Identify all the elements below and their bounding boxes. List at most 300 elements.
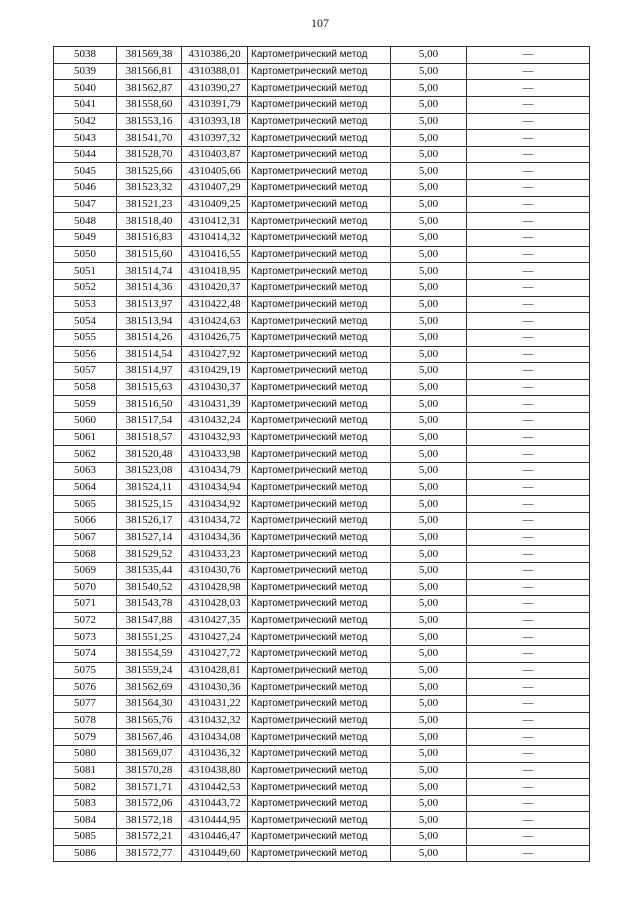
table-row <box>54 546 590 563</box>
y-coordinate-cell: 4310434,92 <box>182 496 248 513</box>
y-coordinate-cell: 4310432,32 <box>182 712 248 729</box>
y-coordinate-cell: 4310409,25 <box>182 196 248 213</box>
x-coordinate-cell: 381559,24 <box>117 662 182 679</box>
method-cell: Картометрический метод <box>248 230 391 247</box>
x-coordinate-cell: 381523,08 <box>117 463 182 480</box>
table-row <box>54 779 590 796</box>
method-cell: Картометрический метод <box>248 163 391 180</box>
y-coordinate-cell: 4310430,37 <box>182 379 248 396</box>
accuracy-cell: 5,00 <box>391 829 467 846</box>
description-cell: — <box>467 712 590 729</box>
description-cell: — <box>467 729 590 746</box>
y-coordinate-cell: 4310434,79 <box>182 463 248 480</box>
x-coordinate-cell: 381527,14 <box>117 529 182 546</box>
table-row <box>54 363 590 380</box>
x-coordinate-cell: 381514,97 <box>117 363 182 380</box>
accuracy-cell: 5,00 <box>391 379 467 396</box>
point-number-cell: 5066 <box>54 512 117 529</box>
table-row <box>54 213 590 230</box>
y-coordinate-cell: 4310443,72 <box>182 795 248 812</box>
table-row <box>54 279 590 296</box>
table-row <box>54 729 590 746</box>
method-cell: Картометрический метод <box>248 479 391 496</box>
accuracy-cell: 5,00 <box>391 63 467 80</box>
y-coordinate-cell: 4310434,08 <box>182 729 248 746</box>
description-cell: — <box>467 213 590 230</box>
table-row <box>54 762 590 779</box>
x-coordinate-cell: 381558,60 <box>117 96 182 113</box>
table-row <box>54 512 590 529</box>
point-number-cell: 5079 <box>54 729 117 746</box>
method-cell: Картометрический метод <box>248 446 391 463</box>
description-cell: — <box>467 379 590 396</box>
coordinates-table-body <box>54 47 590 862</box>
y-coordinate-cell: 4310432,93 <box>182 429 248 446</box>
point-number-cell: 5086 <box>54 845 117 862</box>
description-cell: — <box>467 279 590 296</box>
x-coordinate-cell: 381547,88 <box>117 612 182 629</box>
method-cell: Картометрический метод <box>248 130 391 147</box>
y-coordinate-cell: 4310444,95 <box>182 812 248 829</box>
x-coordinate-cell: 381572,06 <box>117 795 182 812</box>
description-cell: — <box>467 596 590 613</box>
table-row <box>54 612 590 629</box>
point-number-cell: 5056 <box>54 346 117 363</box>
table-row <box>54 596 590 613</box>
method-cell: Картометрический метод <box>248 679 391 696</box>
x-coordinate-cell: 381571,71 <box>117 779 182 796</box>
table-row <box>54 795 590 812</box>
description-cell: — <box>467 463 590 480</box>
description-cell: — <box>467 679 590 696</box>
point-number-cell: 5046 <box>54 180 117 197</box>
x-coordinate-cell: 381517,54 <box>117 413 182 430</box>
point-number-cell: 5061 <box>54 429 117 446</box>
y-coordinate-cell: 4310412,31 <box>182 213 248 230</box>
point-number-cell: 5038 <box>54 47 117 64</box>
y-coordinate-cell: 4310418,95 <box>182 263 248 280</box>
table-row <box>54 429 590 446</box>
point-number-cell: 5070 <box>54 579 117 596</box>
description-cell: — <box>467 146 590 163</box>
y-coordinate-cell: 4310429,19 <box>182 363 248 380</box>
x-coordinate-cell: 381543,78 <box>117 596 182 613</box>
accuracy-cell: 5,00 <box>391 795 467 812</box>
accuracy-cell: 5,00 <box>391 413 467 430</box>
x-coordinate-cell: 381572,77 <box>117 845 182 862</box>
point-number-cell: 5057 <box>54 363 117 380</box>
y-coordinate-cell: 4310427,72 <box>182 646 248 663</box>
table-row <box>54 329 590 346</box>
description-cell: — <box>467 662 590 679</box>
point-number-cell: 5069 <box>54 562 117 579</box>
accuracy-cell: 5,00 <box>391 346 467 363</box>
point-number-cell: 5040 <box>54 80 117 97</box>
accuracy-cell: 5,00 <box>391 596 467 613</box>
table-row <box>54 529 590 546</box>
x-coordinate-cell: 381535,44 <box>117 562 182 579</box>
x-coordinate-cell: 381513,97 <box>117 296 182 313</box>
x-coordinate-cell: 381569,38 <box>117 47 182 64</box>
description-cell: — <box>467 512 590 529</box>
description-cell: — <box>467 313 590 330</box>
point-number-cell: 5078 <box>54 712 117 729</box>
accuracy-cell: 5,00 <box>391 579 467 596</box>
method-cell: Картометрический метод <box>248 812 391 829</box>
table-row <box>54 263 590 280</box>
description-cell: — <box>467 446 590 463</box>
description-cell: — <box>467 246 590 263</box>
x-coordinate-cell: 381572,18 <box>117 812 182 829</box>
method-cell: Картометрический метод <box>248 413 391 430</box>
description-cell: — <box>467 629 590 646</box>
method-cell: Картометрический метод <box>248 712 391 729</box>
x-coordinate-cell: 381562,87 <box>117 80 182 97</box>
method-cell: Картометрический метод <box>248 596 391 613</box>
accuracy-cell: 5,00 <box>391 646 467 663</box>
table-row <box>54 496 590 513</box>
description-cell: — <box>467 845 590 862</box>
table-row <box>54 745 590 762</box>
description-cell: — <box>467 63 590 80</box>
table-row <box>54 662 590 679</box>
point-number-cell: 5044 <box>54 146 117 163</box>
x-coordinate-cell: 381525,66 <box>117 163 182 180</box>
point-number-cell: 5073 <box>54 629 117 646</box>
point-number-cell: 5055 <box>54 329 117 346</box>
description-cell: — <box>467 429 590 446</box>
accuracy-cell: 5,00 <box>391 363 467 380</box>
description-cell: — <box>467 113 590 130</box>
table-row <box>54 446 590 463</box>
accuracy-cell: 5,00 <box>391 313 467 330</box>
accuracy-cell: 5,00 <box>391 180 467 197</box>
accuracy-cell: 5,00 <box>391 529 467 546</box>
y-coordinate-cell: 4310432,24 <box>182 413 248 430</box>
y-coordinate-cell: 4310420,37 <box>182 279 248 296</box>
y-coordinate-cell: 4310405,66 <box>182 163 248 180</box>
y-coordinate-cell: 4310434,36 <box>182 529 248 546</box>
y-coordinate-cell: 4310431,39 <box>182 396 248 413</box>
description-cell: — <box>467 779 590 796</box>
y-coordinate-cell: 4310438,80 <box>182 762 248 779</box>
method-cell: Картометрический метод <box>248 646 391 663</box>
table-row <box>54 80 590 97</box>
x-coordinate-cell: 381515,63 <box>117 379 182 396</box>
method-cell: Картометрический метод <box>248 379 391 396</box>
method-cell: Картометрический метод <box>248 396 391 413</box>
method-cell: Картометрический метод <box>248 579 391 596</box>
x-coordinate-cell: 381520,48 <box>117 446 182 463</box>
y-coordinate-cell: 4310407,29 <box>182 180 248 197</box>
y-coordinate-cell: 4310388,01 <box>182 63 248 80</box>
x-coordinate-cell: 381553,16 <box>117 113 182 130</box>
point-number-cell: 5051 <box>54 263 117 280</box>
y-coordinate-cell: 4310430,36 <box>182 679 248 696</box>
accuracy-cell: 5,00 <box>391 512 467 529</box>
point-number-cell: 5084 <box>54 812 117 829</box>
y-coordinate-cell: 4310434,94 <box>182 479 248 496</box>
accuracy-cell: 5,00 <box>391 146 467 163</box>
accuracy-cell: 5,00 <box>391 279 467 296</box>
point-number-cell: 5045 <box>54 163 117 180</box>
description-cell: — <box>467 346 590 363</box>
accuracy-cell: 5,00 <box>391 845 467 862</box>
accuracy-cell: 5,00 <box>391 712 467 729</box>
table-row <box>54 646 590 663</box>
y-coordinate-cell: 4310433,98 <box>182 446 248 463</box>
accuracy-cell: 5,00 <box>391 463 467 480</box>
point-number-cell: 5059 <box>54 396 117 413</box>
accuracy-cell: 5,00 <box>391 629 467 646</box>
point-number-cell: 5082 <box>54 779 117 796</box>
method-cell: Картометрический метод <box>248 263 391 280</box>
table-row <box>54 396 590 413</box>
table-row <box>54 579 590 596</box>
accuracy-cell: 5,00 <box>391 562 467 579</box>
description-cell: — <box>467 163 590 180</box>
accuracy-cell: 5,00 <box>391 130 467 147</box>
y-coordinate-cell: 4310424,63 <box>182 313 248 330</box>
point-number-cell: 5083 <box>54 795 117 812</box>
x-coordinate-cell: 381523,32 <box>117 180 182 197</box>
x-coordinate-cell: 381516,83 <box>117 230 182 247</box>
accuracy-cell: 5,00 <box>391 96 467 113</box>
x-coordinate-cell: 381554,59 <box>117 646 182 663</box>
coordinates-table <box>53 46 590 862</box>
method-cell: Картометрический метод <box>248 512 391 529</box>
table-row <box>54 812 590 829</box>
description-cell: — <box>467 196 590 213</box>
table-row <box>54 413 590 430</box>
method-cell: Картометрический метод <box>248 296 391 313</box>
x-coordinate-cell: 381566,81 <box>117 63 182 80</box>
accuracy-cell: 5,00 <box>391 546 467 563</box>
accuracy-cell: 5,00 <box>391 812 467 829</box>
method-cell: Картометрический метод <box>248 146 391 163</box>
point-number-cell: 5049 <box>54 230 117 247</box>
y-coordinate-cell: 4310426,75 <box>182 329 248 346</box>
point-number-cell: 5075 <box>54 662 117 679</box>
y-coordinate-cell: 4310427,35 <box>182 612 248 629</box>
page-number: 107 <box>311 16 329 30</box>
accuracy-cell: 5,00 <box>391 213 467 230</box>
method-cell: Картометрический метод <box>248 629 391 646</box>
accuracy-cell: 5,00 <box>391 695 467 712</box>
method-cell: Картометрический метод <box>248 779 391 796</box>
method-cell: Картометрический метод <box>248 196 391 213</box>
point-number-cell: 5072 <box>54 612 117 629</box>
accuracy-cell: 5,00 <box>391 662 467 679</box>
method-cell: Картометрический метод <box>248 845 391 862</box>
point-number-cell: 5043 <box>54 130 117 147</box>
point-number-cell: 5054 <box>54 313 117 330</box>
description-cell: — <box>467 745 590 762</box>
y-coordinate-cell: 4310449,60 <box>182 845 248 862</box>
y-coordinate-cell: 4310416,55 <box>182 246 248 263</box>
y-coordinate-cell: 4310414,32 <box>182 230 248 247</box>
x-coordinate-cell: 381518,40 <box>117 213 182 230</box>
x-coordinate-cell: 381518,57 <box>117 429 182 446</box>
description-cell: — <box>467 612 590 629</box>
table-row <box>54 379 590 396</box>
accuracy-cell: 5,00 <box>391 80 467 97</box>
method-cell: Картометрический метод <box>248 829 391 846</box>
table-row <box>54 313 590 330</box>
table-row <box>54 180 590 197</box>
point-number-cell: 5052 <box>54 279 117 296</box>
y-coordinate-cell: 4310434,72 <box>182 512 248 529</box>
accuracy-cell: 5,00 <box>391 479 467 496</box>
table-row <box>54 63 590 80</box>
method-cell: Картометрический метод <box>248 795 391 812</box>
method-cell: Картометрический метод <box>248 279 391 296</box>
accuracy-cell: 5,00 <box>391 762 467 779</box>
point-number-cell: 5058 <box>54 379 117 396</box>
x-coordinate-cell: 381514,36 <box>117 279 182 296</box>
y-coordinate-cell: 4310442,53 <box>182 779 248 796</box>
x-coordinate-cell: 381514,74 <box>117 263 182 280</box>
description-cell: — <box>467 230 590 247</box>
method-cell: Картометрический метод <box>248 662 391 679</box>
accuracy-cell: 5,00 <box>391 196 467 213</box>
description-cell: — <box>467 812 590 829</box>
description-cell: — <box>467 363 590 380</box>
table-row <box>54 845 590 862</box>
method-cell: Картометрический метод <box>248 529 391 546</box>
method-cell: Картометрический метод <box>248 496 391 513</box>
method-cell: Картометрический метод <box>248 562 391 579</box>
accuracy-cell: 5,00 <box>391 446 467 463</box>
x-coordinate-cell: 381526,17 <box>117 512 182 529</box>
y-coordinate-cell: 4310386,20 <box>182 47 248 64</box>
method-cell: Картометрический метод <box>248 180 391 197</box>
accuracy-cell: 5,00 <box>391 113 467 130</box>
table-row <box>54 562 590 579</box>
description-cell: — <box>467 296 590 313</box>
x-coordinate-cell: 381565,76 <box>117 712 182 729</box>
point-number-cell: 5080 <box>54 745 117 762</box>
description-cell: — <box>467 829 590 846</box>
point-number-cell: 5060 <box>54 413 117 430</box>
x-coordinate-cell: 381524,11 <box>117 479 182 496</box>
x-coordinate-cell: 381569,07 <box>117 745 182 762</box>
table-row <box>54 47 590 64</box>
accuracy-cell: 5,00 <box>391 163 467 180</box>
y-coordinate-cell: 4310431,22 <box>182 695 248 712</box>
description-cell: — <box>467 579 590 596</box>
point-number-cell: 5065 <box>54 496 117 513</box>
y-coordinate-cell: 4310428,03 <box>182 596 248 613</box>
point-number-cell: 5042 <box>54 113 117 130</box>
method-cell: Картометрический метод <box>248 96 391 113</box>
description-cell: — <box>467 130 590 147</box>
description-cell: — <box>467 795 590 812</box>
accuracy-cell: 5,00 <box>391 329 467 346</box>
accuracy-cell: 5,00 <box>391 263 467 280</box>
description-cell: — <box>467 263 590 280</box>
x-coordinate-cell: 381514,26 <box>117 329 182 346</box>
accuracy-cell: 5,00 <box>391 496 467 513</box>
description-cell: — <box>467 396 590 413</box>
table-row <box>54 246 590 263</box>
x-coordinate-cell: 381528,70 <box>117 146 182 163</box>
table-row <box>54 479 590 496</box>
method-cell: Картометрический метод <box>248 429 391 446</box>
x-coordinate-cell: 381551,25 <box>117 629 182 646</box>
description-cell: — <box>467 180 590 197</box>
method-cell: Картометрический метод <box>248 346 391 363</box>
point-number-cell: 5064 <box>54 479 117 496</box>
description-cell: — <box>467 80 590 97</box>
y-coordinate-cell: 4310422,48 <box>182 296 248 313</box>
method-cell: Картометрический метод <box>248 612 391 629</box>
description-cell: — <box>467 529 590 546</box>
point-number-cell: 5077 <box>54 695 117 712</box>
y-coordinate-cell: 4310397,32 <box>182 130 248 147</box>
accuracy-cell: 5,00 <box>391 612 467 629</box>
method-cell: Картометрический метод <box>248 729 391 746</box>
table-row <box>54 196 590 213</box>
x-coordinate-cell: 381562,69 <box>117 679 182 696</box>
point-number-cell: 5039 <box>54 63 117 80</box>
table-row <box>54 113 590 130</box>
accuracy-cell: 5,00 <box>391 429 467 446</box>
point-number-cell: 5062 <box>54 446 117 463</box>
x-coordinate-cell: 381514,54 <box>117 346 182 363</box>
method-cell: Картометрический метод <box>248 695 391 712</box>
method-cell: Картометрический метод <box>248 363 391 380</box>
y-coordinate-cell: 4310436,32 <box>182 745 248 762</box>
table-row <box>54 130 590 147</box>
description-cell: — <box>467 695 590 712</box>
accuracy-cell: 5,00 <box>391 230 467 247</box>
point-number-cell: 5068 <box>54 546 117 563</box>
point-number-cell: 5053 <box>54 296 117 313</box>
y-coordinate-cell: 4310403,87 <box>182 146 248 163</box>
method-cell: Картометрический метод <box>248 762 391 779</box>
method-cell: Картометрический метод <box>248 47 391 64</box>
x-coordinate-cell: 381521,23 <box>117 196 182 213</box>
table-row <box>54 163 590 180</box>
point-number-cell: 5048 <box>54 213 117 230</box>
point-number-cell: 5047 <box>54 196 117 213</box>
method-cell: Картометрический метод <box>248 313 391 330</box>
x-coordinate-cell: 381515,60 <box>117 246 182 263</box>
x-coordinate-cell: 381513,94 <box>117 313 182 330</box>
y-coordinate-cell: 4310393,18 <box>182 113 248 130</box>
y-coordinate-cell: 4310390,27 <box>182 80 248 97</box>
method-cell: Картометрический метод <box>248 463 391 480</box>
point-number-cell: 5063 <box>54 463 117 480</box>
description-cell: — <box>467 496 590 513</box>
x-coordinate-cell: 381572,21 <box>117 829 182 846</box>
y-coordinate-cell: 4310427,24 <box>182 629 248 646</box>
table-row <box>54 629 590 646</box>
accuracy-cell: 5,00 <box>391 745 467 762</box>
table-row <box>54 346 590 363</box>
description-cell: — <box>467 96 590 113</box>
point-number-cell: 5067 <box>54 529 117 546</box>
accuracy-cell: 5,00 <box>391 729 467 746</box>
accuracy-cell: 5,00 <box>391 779 467 796</box>
x-coordinate-cell: 381564,30 <box>117 695 182 712</box>
description-cell: — <box>467 562 590 579</box>
x-coordinate-cell: 381525,15 <box>117 496 182 513</box>
description-cell: — <box>467 546 590 563</box>
y-coordinate-cell: 4310430,76 <box>182 562 248 579</box>
point-number-cell: 5074 <box>54 646 117 663</box>
